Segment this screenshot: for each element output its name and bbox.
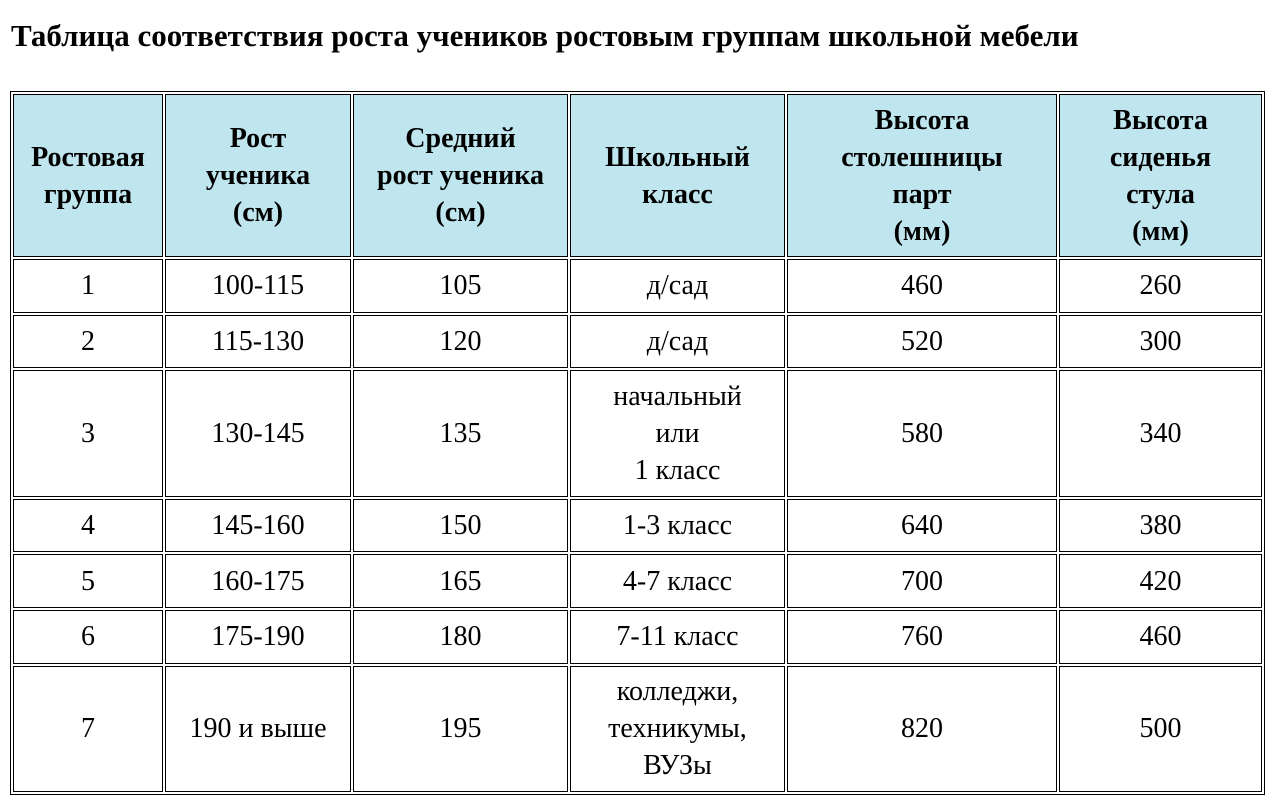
cell-chair-seat-height: 340 — [1059, 370, 1262, 496]
cell-desk-height: 520 — [787, 315, 1057, 369]
cell-average-height: 120 — [353, 315, 568, 369]
cell-student-height: 190 и выше — [165, 666, 351, 793]
cell-student-height: 115-130 — [165, 315, 351, 369]
cell-height-group: 3 — [13, 370, 163, 496]
header-student-height: Рост ученика (см) — [165, 94, 351, 257]
table-row — [13, 554, 1262, 608]
cell-school-class: д/сад — [570, 315, 785, 369]
header-height-group: Ростовая группа — [13, 94, 163, 257]
cell-student-height: 160-175 — [165, 554, 351, 608]
cell-chair-seat-height: 300 — [1059, 315, 1262, 369]
table-row — [13, 315, 1262, 369]
cell-average-height: 135 — [353, 370, 568, 496]
cell-school-class: 1-3 класс — [570, 499, 785, 553]
cell-school-class: 7-11 класс — [570, 610, 785, 664]
table-row — [13, 370, 1262, 496]
cell-school-class: д/сад — [570, 259, 785, 313]
table-row — [13, 666, 1262, 793]
cell-desk-height: 460 — [787, 259, 1057, 313]
cell-chair-seat-height: 500 — [1059, 666, 1262, 793]
header-average-height: Средний рост ученика (см) — [353, 94, 568, 257]
header-desk-height: Высота столешницы парт (мм) — [787, 94, 1057, 257]
cell-chair-seat-height: 460 — [1059, 610, 1262, 664]
cell-desk-height: 760 — [787, 610, 1057, 664]
cell-average-height: 105 — [353, 259, 568, 313]
header-school-class: Школьный класс — [570, 94, 785, 257]
cell-height-group: 5 — [13, 554, 163, 608]
cell-height-group: 2 — [13, 315, 163, 369]
cell-student-height: 175-190 — [165, 610, 351, 664]
page-title: Таблица соответствия роста учеников ростовым группам школьной мебели — [11, 18, 1079, 53]
cell-desk-height: 580 — [787, 370, 1057, 496]
header-chair-seat-height: Высота сиденья стула (мм) — [1059, 94, 1262, 257]
cell-student-height: 100-115 — [165, 259, 351, 313]
cell-height-group: 7 — [13, 666, 163, 793]
cell-school-class: 4-7 класс — [570, 554, 785, 608]
table-row — [13, 499, 1262, 553]
cell-average-height: 150 — [353, 499, 568, 553]
cell-chair-seat-height: 380 — [1059, 499, 1262, 553]
cell-height-group: 1 — [13, 259, 163, 313]
cell-student-height: 145-160 — [165, 499, 351, 553]
cell-average-height: 165 — [353, 554, 568, 608]
height-group-table — [10, 91, 1265, 795]
cell-desk-height: 820 — [787, 666, 1057, 793]
cell-height-group: 4 — [13, 499, 163, 553]
cell-chair-seat-height: 260 — [1059, 259, 1262, 313]
cell-average-height: 180 — [353, 610, 568, 664]
cell-student-height: 130-145 — [165, 370, 351, 496]
cell-height-group: 6 — [13, 610, 163, 664]
cell-average-height: 195 — [353, 666, 568, 793]
table-header-row — [13, 94, 1262, 257]
table-row — [13, 259, 1262, 313]
cell-desk-height: 700 — [787, 554, 1057, 608]
cell-school-class: начальный или 1 класс — [570, 370, 785, 496]
cell-school-class: колледжи, техникумы, ВУЗы — [570, 666, 785, 793]
cell-desk-height: 640 — [787, 499, 1057, 553]
cell-chair-seat-height: 420 — [1059, 554, 1262, 608]
table-row — [13, 610, 1262, 664]
